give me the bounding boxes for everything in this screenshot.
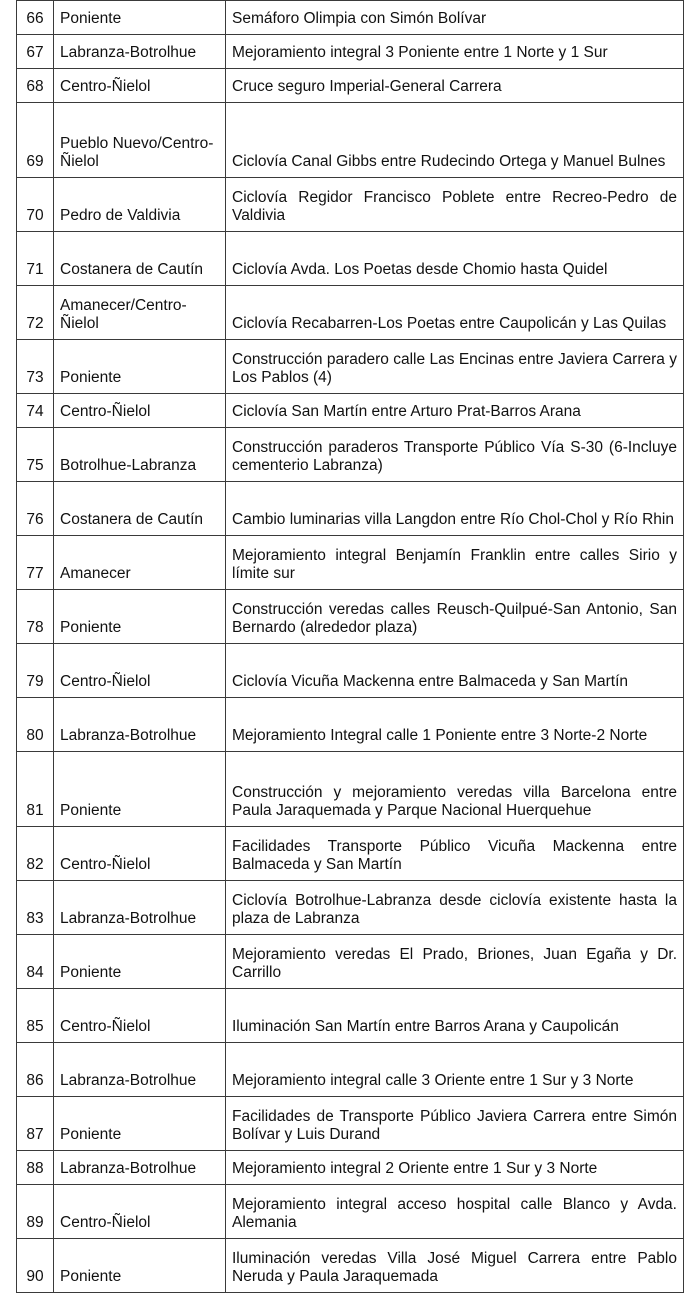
row-number: 72 xyxy=(17,286,54,340)
sector-cell: Centro-Ñielol xyxy=(54,69,226,103)
row-number: 67 xyxy=(17,35,54,69)
project-cell: Ciclovía Vicuña Mackenna entre Balmaceda y San Martín xyxy=(226,644,684,698)
sector-cell: Poniente xyxy=(54,752,226,827)
project-cell: Mejoramiento integral calle 3 Oriente entre 1 Sur y 3 Norte xyxy=(226,1043,684,1097)
project-cell: Ciclovía Recabarren-Los Poetas entre Caupolicán y Las Quilas xyxy=(226,286,684,340)
project-cell: Ciclovía Canal Gibbs entre Rudecindo Ortega y Manuel Bulnes xyxy=(226,103,684,178)
table-row xyxy=(17,394,684,428)
sector-cell: Pedro de Valdivia xyxy=(54,178,226,232)
sector-cell: Poniente xyxy=(54,1097,226,1151)
project-cell: Ciclovía Botrolhue-Labranza desde ciclovía existente hasta la plaza de Labranza xyxy=(226,881,684,935)
project-cell: Mejoramiento Integral calle 1 Poniente entre 3 Norte-2 Norte xyxy=(226,698,684,752)
sector-cell: Poniente xyxy=(54,1,226,35)
row-number: 70 xyxy=(17,178,54,232)
row-number: 77 xyxy=(17,536,54,590)
row-number: 89 xyxy=(17,1185,54,1239)
project-cell: Iluminación San Martín entre Barros Arana y Caupolicán xyxy=(226,989,684,1043)
table-row xyxy=(17,340,684,394)
table-row xyxy=(17,286,684,340)
table-row xyxy=(17,935,684,989)
sector-cell: Labranza-Botrolhue xyxy=(54,881,226,935)
project-cell: Ciclovía Regidor Francisco Poblete entre Recreo-Pedro de Valdivia xyxy=(226,178,684,232)
row-number: 86 xyxy=(17,1043,54,1097)
sector-cell: Labranza-Botrolhue xyxy=(54,35,226,69)
row-number: 76 xyxy=(17,482,54,536)
project-cell: Semáforo Olimpia con Simón Bolívar xyxy=(226,1,684,35)
project-cell: Mejoramiento veredas El Prado, Briones, Juan Egaña y Dr. Carrillo xyxy=(226,935,684,989)
project-cell: Mejoramiento integral Benjamín Franklin entre calles Sirio y límite sur xyxy=(226,536,684,590)
row-number: 81 xyxy=(17,752,54,827)
sector-cell: Amanecer/Centro-Ñielol xyxy=(54,286,226,340)
row-number: 79 xyxy=(17,644,54,698)
project-cell: Cambio luminarias villa Langdon entre Río Chol-Chol y Río Rhin xyxy=(226,482,684,536)
project-cell: Iluminación veredas Villa José Miguel Carrera entre Pablo Neruda y Paula Jaraquemada xyxy=(226,1239,684,1293)
project-cell: Ciclovía San Martín entre Arturo Prat-Barros Arana xyxy=(226,394,684,428)
sector-cell: Poniente xyxy=(54,590,226,644)
row-number: 66 xyxy=(17,1,54,35)
sector-cell: Costanera de Cautín xyxy=(54,482,226,536)
table-row xyxy=(17,644,684,698)
table-row xyxy=(17,69,684,103)
table-row xyxy=(17,178,684,232)
sector-cell: Poniente xyxy=(54,340,226,394)
row-number: 82 xyxy=(17,827,54,881)
sector-cell: Centro-Ñielol xyxy=(54,1185,226,1239)
row-number: 87 xyxy=(17,1097,54,1151)
project-cell: Mejoramiento integral acceso hospital calle Blanco y Avda. Alemania xyxy=(226,1185,684,1239)
table-row xyxy=(17,1151,684,1185)
row-number: 88 xyxy=(17,1151,54,1185)
sector-cell: Labranza-Botrolhue xyxy=(54,698,226,752)
row-number: 90 xyxy=(17,1239,54,1293)
table-row xyxy=(17,1239,684,1293)
project-cell: Construcción paradero calle Las Encinas entre Javiera Carrera y Los Pablos (4) xyxy=(226,340,684,394)
sector-cell: Centro-Ñielol xyxy=(54,644,226,698)
row-number: 71 xyxy=(17,232,54,286)
project-cell: Construcción paraderos Transporte Público Vía S-30 (6-Incluye cementerio Labranza) xyxy=(226,428,684,482)
table-row xyxy=(17,428,684,482)
sector-cell: Centro-Ñielol xyxy=(54,394,226,428)
row-number: 69 xyxy=(17,103,54,178)
row-number: 73 xyxy=(17,340,54,394)
table-row xyxy=(17,1043,684,1097)
table-row xyxy=(17,232,684,286)
sector-cell: Centro-Ñielol xyxy=(54,989,226,1043)
row-number: 84 xyxy=(17,935,54,989)
table-row xyxy=(17,35,684,69)
table-row xyxy=(17,881,684,935)
table-row xyxy=(17,103,684,178)
sector-cell: Labranza-Botrolhue xyxy=(54,1043,226,1097)
row-number: 74 xyxy=(17,394,54,428)
table-row xyxy=(17,698,684,752)
project-cell: Construcción veredas calles Reusch-Quilpué-San Antonio, San Bernardo (alrededor plaza) xyxy=(226,590,684,644)
table-row xyxy=(17,1097,684,1151)
project-cell: Cruce seguro Imperial-General Carrera xyxy=(226,69,684,103)
sector-cell: Labranza-Botrolhue xyxy=(54,1151,226,1185)
row-number: 78 xyxy=(17,590,54,644)
sector-cell: Poniente xyxy=(54,935,226,989)
table-row xyxy=(17,482,684,536)
row-number: 68 xyxy=(17,69,54,103)
project-cell: Ciclovía Avda. Los Poetas desde Chomio hasta Quidel xyxy=(226,232,684,286)
table-row xyxy=(17,1,684,35)
table-row xyxy=(17,827,684,881)
row-number: 83 xyxy=(17,881,54,935)
row-number: 85 xyxy=(17,989,54,1043)
sector-cell: Costanera de Cautín xyxy=(54,232,226,286)
projects-table xyxy=(16,0,684,1293)
row-number: 80 xyxy=(17,698,54,752)
sector-cell: Amanecer xyxy=(54,536,226,590)
row-number: 75 xyxy=(17,428,54,482)
sector-cell: Pueblo Nuevo/Centro-Ñielol xyxy=(54,103,226,178)
sector-cell: Botrolhue-Labranza xyxy=(54,428,226,482)
table-row xyxy=(17,1185,684,1239)
project-cell: Mejoramiento integral 2 Oriente entre 1 Sur y 3 Norte xyxy=(226,1151,684,1185)
sector-cell: Centro-Ñielol xyxy=(54,827,226,881)
project-cell: Facilidades Transporte Público Vicuña Mackenna entre Balmaceda y San Martín xyxy=(226,827,684,881)
table-row xyxy=(17,752,684,827)
sector-cell: Poniente xyxy=(54,1239,226,1293)
table-row xyxy=(17,989,684,1043)
project-cell: Mejoramiento integral 3 Poniente entre 1 Norte y 1 Sur xyxy=(226,35,684,69)
project-cell: Construcción y mejoramiento veredas villa Barcelona entre Paula Jaraquemada y Parque Nacional Huerquehue xyxy=(226,752,684,827)
table-row xyxy=(17,536,684,590)
project-cell: Facilidades de Transporte Público Javiera Carrera entre Simón Bolívar y Luis Durand xyxy=(226,1097,684,1151)
table-row xyxy=(17,590,684,644)
